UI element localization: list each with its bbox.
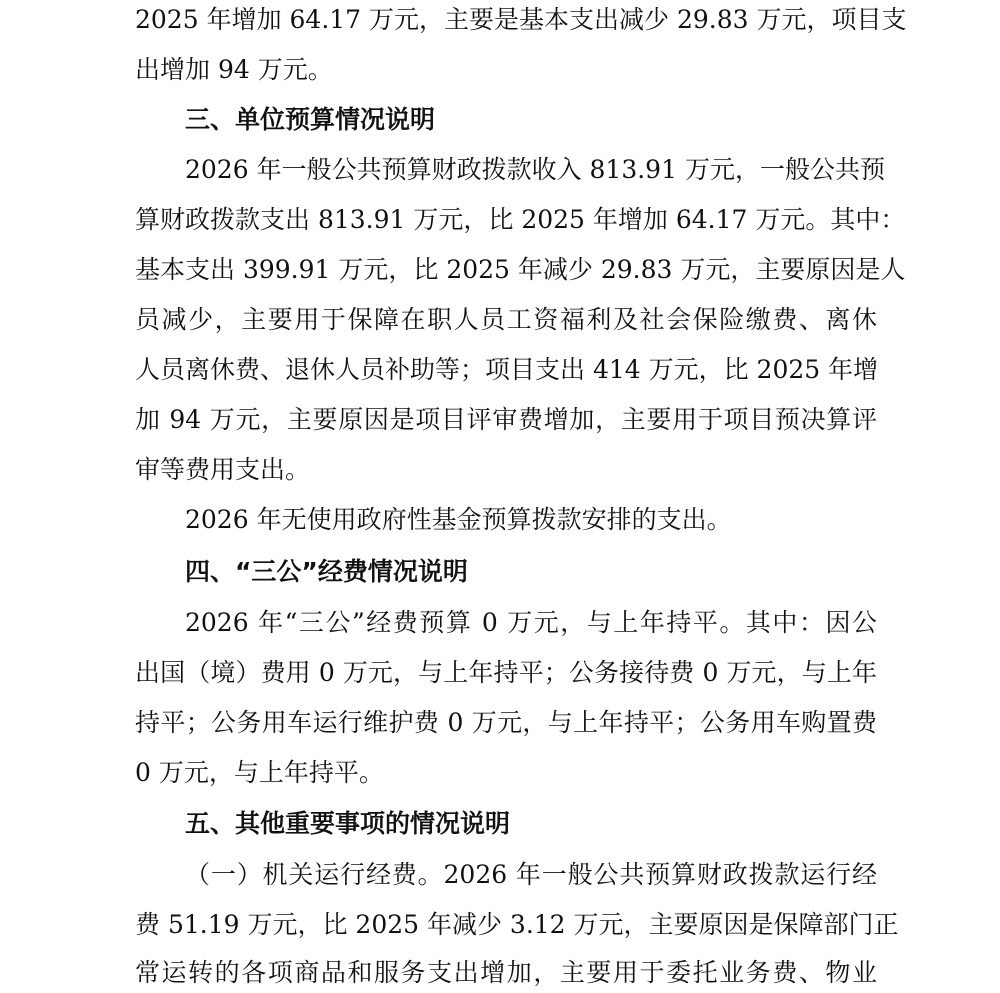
p5-line-3: 常运转的各项商品和服务支出增加，主要用于委托业务费、物业	[135, 958, 877, 987]
p5-line-1: （一）机关运行经费。2026 年一般公共预算财政拨款运行经	[185, 860, 877, 889]
p2-line-4: 员减少，主要用于保障在职人员工资福利及社会保险缴费、离休	[135, 305, 877, 334]
p2-line-6: 加 94 万元，主要原因是项目评审费增加，主要用于项目预决算评	[135, 405, 877, 434]
p2-line-2: 算财政拨款支出 813.91 万元，比 2025 年增加 64.17 万元。其中：	[135, 205, 906, 234]
section-5-heading: 五、其他重要事项的情况说明	[185, 809, 511, 838]
p1-line-1: 2025 年增加 64.17 万元，主要是基本支出减少 29.83 万元，项目支	[135, 5, 907, 34]
section-4-heading: 四、“三公”经费情况说明	[185, 557, 468, 586]
p2-line-7: 审等费用支出。	[135, 455, 311, 484]
p2-line-1: 2026 年一般公共预算财政拨款收入 813.91 万元，一般公共预	[185, 155, 885, 184]
p4-line-4: 0 万元，与上年持平。	[135, 758, 384, 787]
p4-line-3: 持平；公务用车运行维护费 0 万元，与上年持平；公务用车购置费	[135, 708, 877, 737]
p2-line-3: 基本支出 399.91 万元，比 2025 年减少 29.83 万元，主要原因是人	[135, 255, 906, 284]
p3-line-1: 2026 年无使用政府性基金预算拨款安排的支出。	[185, 505, 732, 534]
p4-line-2: 出国（境）费用 0 万元，与上年持平；公务接待费 0 万元，与上年	[135, 658, 877, 687]
section-3-heading: 三、单位预算情况说明	[185, 105, 436, 134]
p2-line-5: 人员离休费、退休人员补助等；项目支出 414 万元，比 2025 年增	[135, 355, 879, 384]
p4-line-1: 2026 年“三公”经费预算 0 万元，与上年持平。其中：因公	[185, 608, 877, 637]
p1-line-2: 出增加 94 万元。	[135, 55, 333, 84]
p5-line-2: 费 51.19 万元，比 2025 年减少 3.12 万元，主要原因是保障部门正	[135, 910, 899, 939]
